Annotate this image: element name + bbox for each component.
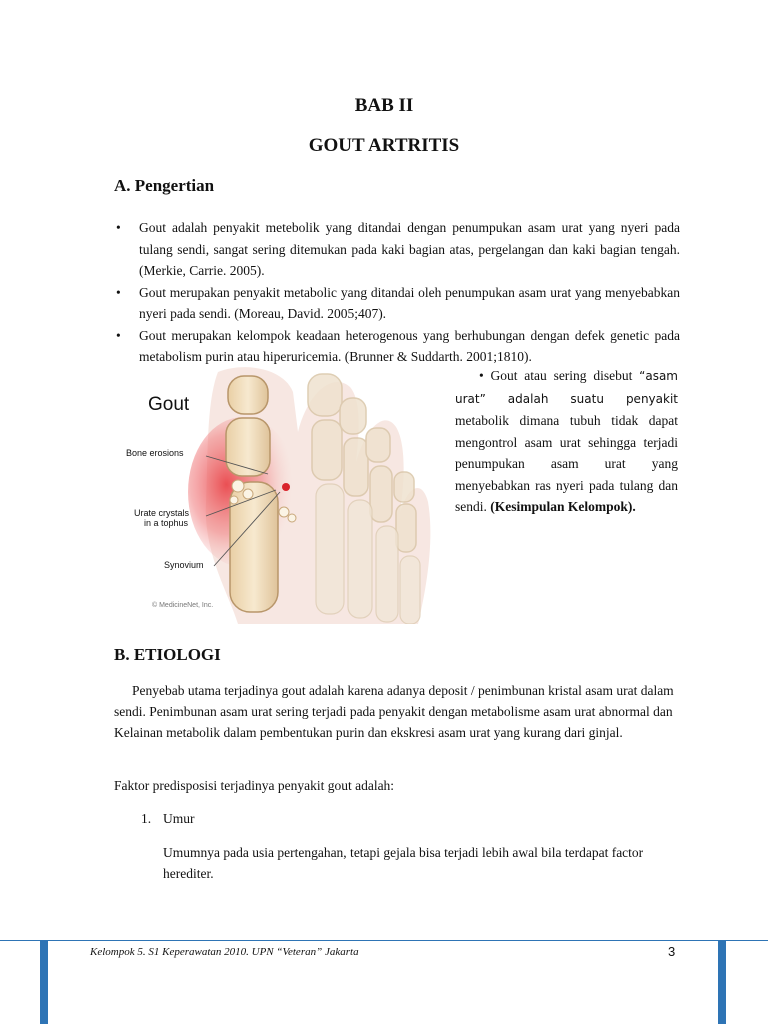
footer-bar-right bbox=[718, 940, 726, 1024]
item-description: Umumnya pada usia pertengahan, tetapi gejala bisa terjadi lebih awal bila terdapat factor herediter. bbox=[163, 845, 644, 881]
bullet-icon: • bbox=[479, 368, 484, 383]
footer-text: Kelompok 5. S1 Keperawatan 2010. UPN “Veteran” Jakarta bbox=[90, 946, 359, 958]
list-item-text: Gout merupakan penyakit metabolic yang ditandai oleh penumpukan asam urat yang menyebabkan nyeri pada sendi. (Moreau, David. 2005;407). bbox=[139, 284, 680, 321]
side-bullet-citation: (Kesimpulan Kelompok) bbox=[490, 499, 633, 514]
item-number: 1. bbox=[141, 811, 152, 826]
bullet-icon: • bbox=[116, 327, 121, 343]
factors-intro: Faktor predisposisi terjadinya penyakit gout adalah: bbox=[114, 778, 395, 793]
definition-list bbox=[114, 217, 680, 368]
side-bullet-text-2: metabolik dimana tubuh tidak dapat mengontrol asam urat sehingga terjadi penumpukan asam urat yang menyebabkan ras nyeri pada tulang dan sendi. bbox=[455, 413, 678, 514]
label-urate-crystals: Urate crystals bbox=[134, 508, 190, 518]
section-a-heading: A. Pengertian bbox=[114, 176, 215, 195]
gout-figure bbox=[118, 362, 440, 624]
list-item-text: Gout adalah penyakit metebolik yang ditandai dengan penumpukan asam urat yang nyeri pada tulang sendi, sangat sering ditemukan pada kaki bagian atas, pergelangan dan kaki bagian tengah. (Merkie, Carrie. 2005). bbox=[139, 220, 680, 278]
side-bullet-end: . bbox=[632, 499, 636, 514]
footer-divider bbox=[0, 940, 768, 941]
bullet-icon: • bbox=[116, 220, 121, 235]
footer-bar-left bbox=[40, 940, 48, 1024]
list-item-text: Gout merupakan kelompok keadaan heterogenous yang berhubungan dengan defek genetic pada metabolism purin atau hiperuricemia. (Brunner & Suddarth. 2001;1810). bbox=[139, 327, 680, 364]
page-number: 3 bbox=[668, 944, 676, 959]
section-b-heading: B. ETIOLOGI bbox=[114, 645, 221, 664]
list-item bbox=[114, 217, 680, 282]
side-bullet-quote: “asam urat” adalah suatu penyakit bbox=[455, 369, 678, 406]
list-item bbox=[114, 282, 680, 325]
etiology-paragraph: Penyebab utama terjadinya gout adalah karena adanya deposit / penimbunan kristal asam urat dalam sendi. Penimbunan asam urat sering terjadi pada penyakit dengan metabolisme asam urat abnormal dan Kelainan metabolik dalam pembentukan purin dan ekskresi asam urat yang kurang dari ginjal. bbox=[114, 683, 674, 740]
chapter-title: BAB II bbox=[354, 95, 414, 116]
figure-title: Gout bbox=[148, 394, 190, 415]
figure-credit: © MedicineNet, Inc. bbox=[152, 602, 214, 609]
label-synovium: Synovium bbox=[164, 560, 204, 570]
bullet-icon: • bbox=[116, 284, 121, 300]
side-bullet bbox=[455, 365, 678, 518]
item-label: Umur bbox=[163, 811, 195, 826]
side-bullet-text-1: Gout atau sering disebut bbox=[490, 368, 640, 383]
chapter-subtitle: GOUT ARTRITIS bbox=[308, 135, 460, 156]
label-bone-erosions: Bone erosions bbox=[126, 448, 184, 458]
label-tophus: in a tophus bbox=[144, 518, 189, 528]
